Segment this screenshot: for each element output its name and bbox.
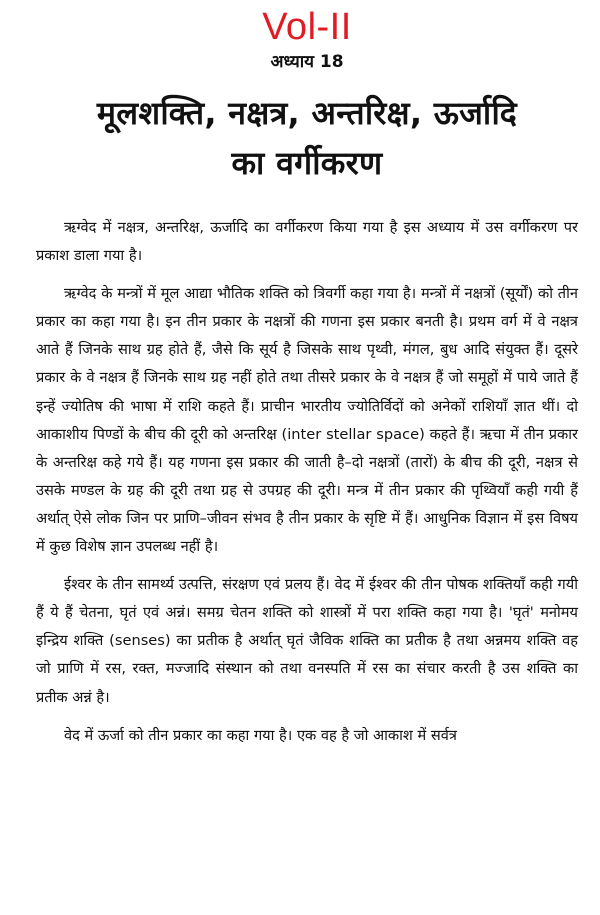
- paragraph: ईश्वर के तीन सामर्थ्य उत्पत्ति, संरक्षण एवं प्रलय हैं। वेद में ईश्वर की तीन पोषक शक्तियाँ कही गयी हैं ये हैं चेतना, घृतं एवं अन्नं। समग्र चेतन शक्ति को शास्त्रों में परा शक्ति कहा गया है। 'घृतं' मनोमय इन्द्रिय शक्ति (senses) का प्रतीक है अर्थात् घृतं जैविक शक्ति का प्रतीक है तथा अन्नमय शक्ति वह जो प्राणि में रस, रक्त, मज्जादि संस्थान को तथा वनस्पति में रस का संचार करती है उस शक्ति का प्रतीक अन्नं है।: [36, 576, 578, 706]
- chapter-title: [36, 88, 578, 188]
- volume-label: Vol-II: [262, 6, 352, 48]
- chapter-number: अध्याय 18: [270, 52, 344, 72]
- paragraph: वेद में ऊर्जा को तीन प्रकार का कहा गया है। एक वह है जो आकाश में सर्वत्र: [64, 726, 457, 744]
- chapter-title-line-2: का वर्गीकरण: [231, 144, 383, 182]
- paragraph: ऋग्वेद के मन्त्रों में मूल आद्या भौतिक शक्ति को त्रिवर्गी कहा गया है। मन्त्रों में नक्षत्रों (सूर्यों) को तीन प्रकार का कहा गया है। इन तीन प्रकार के नक्षत्रों की गणना इस प्रकार बनती है। प्रथम वर्ग में वे नक्षत्र आते हैं जिनके साथ ग्रह होते हैं, जैसे कि सूर्य है जिसके साथ पृथ्वी, मंगल, बुध आदि संयुक्त हैं। दूसरे प्रकार के वे नक्षत्र हैं जिनके साथ ग्रह नहीं होते तथा तीसरे प्रकार के वे नक्षत्र हैं जो समूहों में पाये जाते हैं इन्हें ज्योतिष की भाषा में राशि कहते हैं। प्राचीन भारतीय ज्योतिर्विदों को अनेकों राशियाँ ज्ञात थीं। दो आकाशीय पिण्डों के बीच की दूरी को अन्तरिक्ष (inter stellar space) कहते हैं। ऋचा में तीन प्रकार के अन्तरिक्ष कहे गये हैं। यह गणना इस प्रकार की जाती है–दो नक्षत्रों (तारों) के बीच की दूरी, नक्षत्र से उसके मण्डल के ग्रह की दूरी तथा ग्रह से उपग्रह की दूरी। मन्त्र में तीन प्रकार की पृथ्वियाँ कही गयी हैं अर्थात् ऐसे लोक जिन पर प्राणि–जीवन संभव है तीन प्रकार के सृष्टि में हैं। आधुनिक विज्ञान में इस विषय में कुछ विशेष ज्ञान उपलब्ध नहीं है।: [36, 285, 578, 556]
- chapter-title-line-1: मूलशक्ति, नक्षत्र, अन्तरिक्ष, ऊर्जादि: [96, 94, 518, 132]
- paragraph: ऋग्वेद में नक्षत्र, अन्तरिक्ष, ऊर्जादि का वर्गीकरण किया गया है इस अध्याय में उस वर्गीकरण पर प्रकाश डाला गया है।: [36, 219, 578, 265]
- body-text: [36, 214, 578, 750]
